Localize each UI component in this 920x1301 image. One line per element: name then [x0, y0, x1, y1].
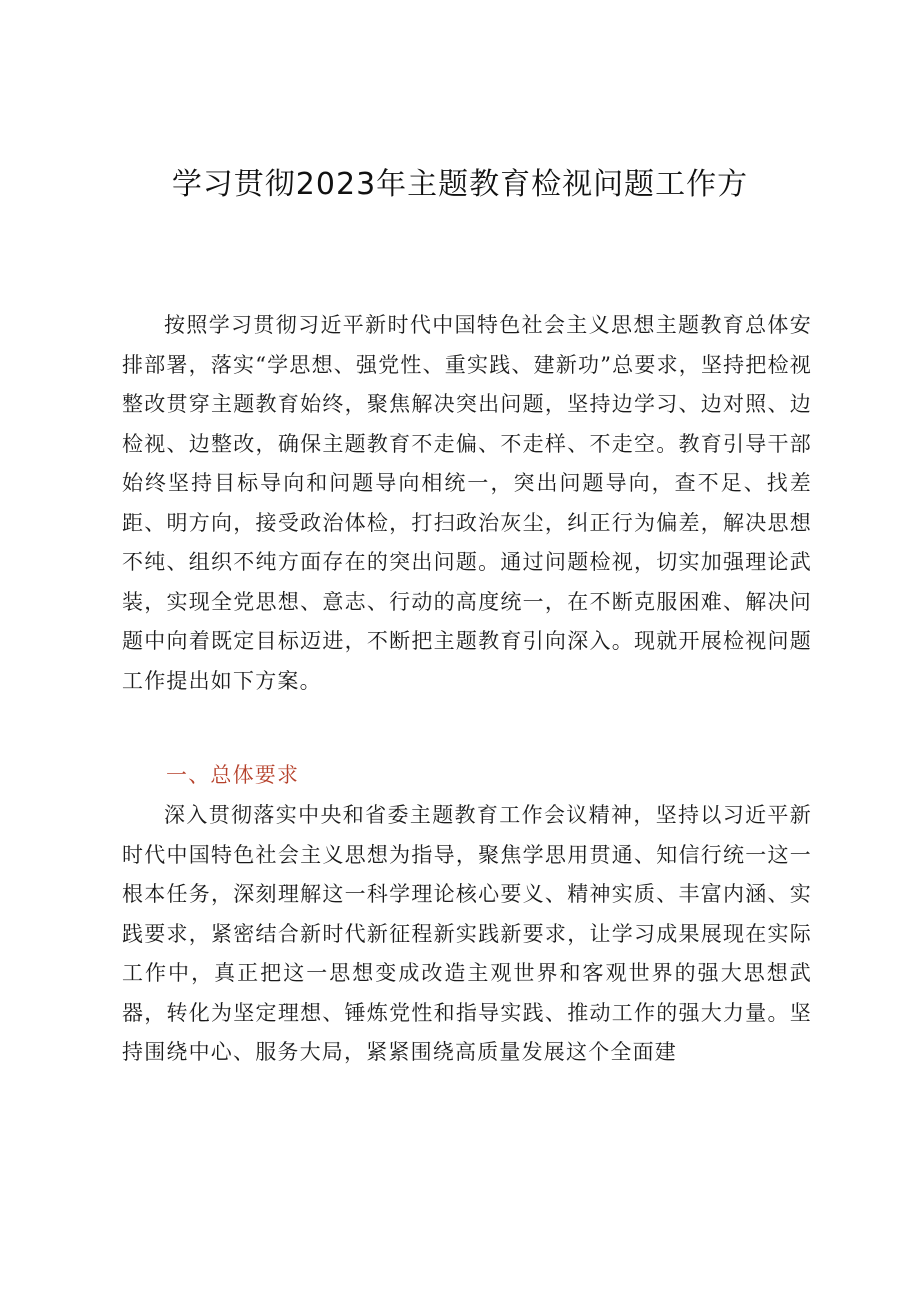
document-title: 学习贯彻2023年主题教育检视问题工作方 [171, 167, 749, 202]
general-requirements-paragraph: 深入贯彻落实中央和省委主题教育工作会议精神，坚持以习近平新时代中国特色社会主义思想为指导，聚焦学思用贯通、知信行统一这一根本任务，深刻理解这一科学理论核心要义、精神实质、丰富内涵、实践要求，紧密结合新时代新征程新实践新要求，让学习成果展现在实际工作中，真正把这一思想变成改造主观世界和客观世界的强大思想武器，转化为坚定理想、锤炼党性和指导实践、推动工作的强大力量。坚持围绕中心、服务大局，紧紧围绕高质量发展这个全面建 [122, 803, 812, 1064]
intro-paragraph: 按照学习贯彻习近平新时代中国特色社会主义思想主题教育总体安排部署，落实“学思想、强党性、重实践、建新功”总要求，坚持把检视整改贯穿主题教育始终，聚焦解决突出问题，坚持边学习、边对照、边检视、边整改，确保主题教育不走偏、不走样、不走空。教育引导干部始终坚持目标导向和问题导向相统一，突出问题导向，查不足、找差距、明方向，接受政治体检，打扫政治灰尘，纠正行为偏差，解决思想不纯、组织不纯方面存在的突出问题。通过问题检视，切实加强理论武装，实现全党思想、意志、行动的高度统一，在不断克服困难、解决问题中向着既定目标迈进，不断把主题教育引向深入。现就开展检视问题工作提出如下方案。 [122, 313, 812, 693]
section-heading-general-requirements: 一、总体要求 [166, 763, 300, 787]
